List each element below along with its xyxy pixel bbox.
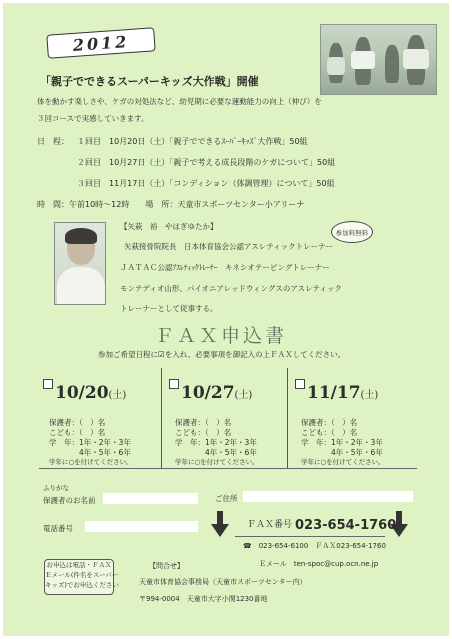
address-field[interactable] [243, 491, 413, 502]
org-name: 天童市体育協会事務局（天童市スポーツセンター内） [139, 578, 307, 586]
event-title: 「親子でできるスーパーキッズ大作戦」開催 [40, 75, 259, 88]
guardian-name-label: 保護者のお名前 [43, 496, 96, 505]
year-badge [46, 27, 155, 58]
session-1-date [55, 383, 126, 403]
time-place: 時 間：午前10時～12時 場 所：天童市スポーツセンター小アリーナ [37, 200, 305, 209]
notice-line-2: Ｅメール(件名をスーパー [45, 571, 119, 579]
phone-label: 電話番号 [43, 524, 73, 533]
session-3-checkbox[interactable] [295, 379, 305, 389]
flyer-page [3, 3, 449, 636]
session-3-date-text: 11/17 [307, 383, 361, 403]
session-3-grade-note: 学年に○を付けてください。 [301, 458, 385, 466]
guardian-name-field[interactable] [103, 493, 198, 504]
session-1-child: こども：（ ）名 [49, 428, 106, 437]
left-arrow-stem [217, 511, 223, 525]
session-2-day: (土) [234, 390, 253, 401]
instructor-name: 【矢萩 裕 やはぎゆたか】 [120, 222, 218, 231]
year-text: 2012 [72, 31, 130, 55]
session-3-child: こども：（ ）名 [301, 428, 358, 437]
session-1-date-text: 10/20 [55, 383, 109, 403]
instructor-bio-4: トレーナーとして従事する。 [120, 304, 218, 313]
inquiry-label: 【問合せ】 [149, 562, 184, 570]
session-1-grade-1: 学 年：1年・2年・3年 [49, 438, 131, 447]
session-2-grade-1: 学 年：1年・2年・3年 [175, 438, 257, 447]
right-arrow-stem [396, 511, 402, 525]
schedule-item-3: ３回目 11月17日（土）「コンディション（体調管理）について」50組 [77, 179, 335, 188]
fax-number: 023-654-1760 [295, 518, 397, 533]
address-label: ご住所 [215, 494, 238, 503]
session-2-guardian: 保護者：（ ）名 [175, 418, 232, 427]
notice-line-3: キッズ)でお申込ください [45, 581, 119, 589]
fax-form-title: ＦＡＸ申込書 [155, 325, 288, 347]
session-2-child: こども：（ ）名 [175, 428, 232, 437]
session-3-guardian: 保護者：（ ）名 [301, 418, 358, 427]
session-1-checkbox[interactable] [43, 379, 53, 389]
session-2-grade-note: 学年に○を付けてください。 [175, 458, 259, 466]
instructor-bio-2: ＪＡＴＡＣ公認ｱｽﾚﾃｨｯｸﾄﾚｰﾅｰ キネシオテーピングトレーナー [120, 263, 330, 272]
left-arrow-icon [211, 524, 229, 537]
session-3-date [307, 383, 378, 403]
session-2-date [181, 383, 252, 403]
session-3-grade-2: 4年・5年・6年 [331, 448, 383, 457]
furigana-label: ふりがな [43, 484, 69, 492]
session-3-day: (土) [360, 390, 379, 401]
phone-field[interactable] [85, 521, 198, 532]
schedule-item-1: １回目 10月20日（土）「親子でできるｽｰﾊﾟｰｷｯｽﾞ大作戦」50組 [77, 137, 308, 146]
instructor-bio-1: 矢萩接骨院院長 日本体育協会公認アスレティックトレーナー [124, 242, 334, 251]
session-2-grade-2: 4年・5年・6年 [205, 448, 257, 457]
session-1-day: (土) [108, 390, 127, 401]
notice-line-1: お申込は電話・ＦＡＸ [46, 561, 112, 569]
application-notice [44, 559, 119, 595]
contact-tel-fax: ☎ 023-654-6100 ＦＡＸ023-654-1760 [243, 542, 386, 550]
schedule-item-2: ２回目 10月27日（土）「親子で考える成長段階のケガについて」50組 [77, 158, 336, 167]
org-address: 〒994-0004 天童市大字小関1230番地 [139, 595, 268, 603]
free-badge [331, 221, 373, 243]
session-1-grade-2: 4年・5年・6年 [79, 448, 131, 457]
fax-number-label: ＦＡＸ番号 [247, 520, 293, 530]
instructor-photo [54, 222, 106, 305]
session-1-guardian: 保護者：（ ）名 [49, 418, 106, 427]
session-2-checkbox[interactable] [169, 379, 179, 389]
schedule-label: 日 程： [37, 137, 69, 146]
session-2-date-text: 10/27 [181, 383, 235, 403]
intro-line-2: ３回コースで実感していきます。 [37, 114, 149, 123]
contact-email: Ｅメール ten-spoc@cup.ocn.ne.jp [259, 560, 379, 568]
fax-instruction: 参加ご希望日程に☑を入れ、必要事項を御記入の上ＦＡＸしてください。 [98, 350, 346, 359]
session-1-grade-note: 学年に○を付けてください。 [49, 458, 133, 466]
session-3-grade-1: 学 年：1年・2年・3年 [301, 438, 383, 447]
intro-line-1: 体を動かす楽しさや、ケガの対処法など、幼児期に必要な運動能力の向上（伸び）を [37, 97, 322, 106]
event-photo [320, 24, 437, 95]
instructor-bio-3: モンテディオ山形、パイオニアレッドウィングスのアスレティック [120, 284, 342, 293]
free-badge-text: 参加料無料 [335, 228, 369, 237]
